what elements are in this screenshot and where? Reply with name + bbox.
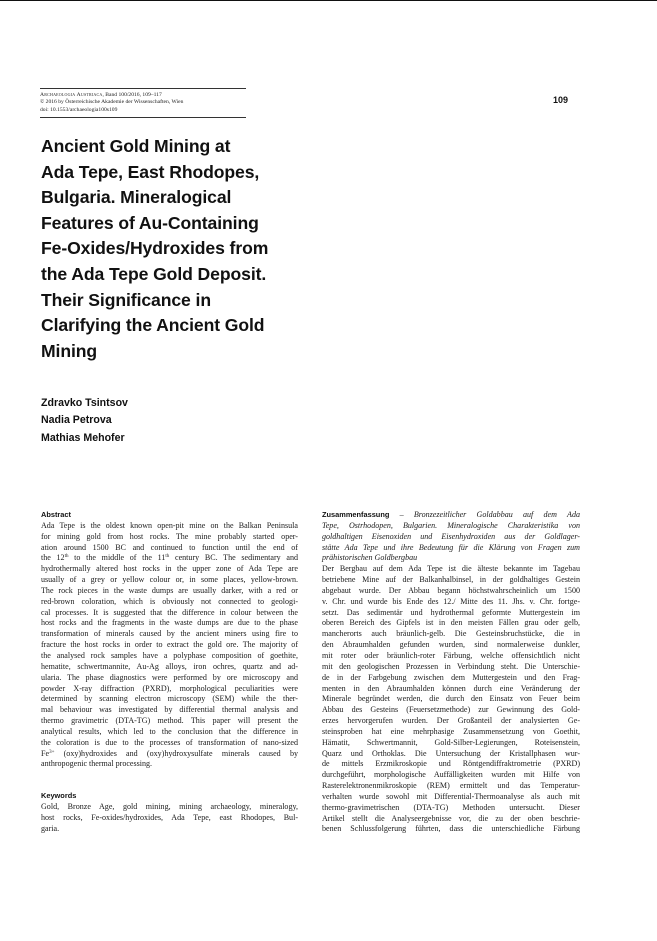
text-line: prähistorischen Goldbergbau — [322, 553, 418, 563]
text-line: de in der Farbgebung zwischen dem Muttergestein und den Frag- — [322, 672, 580, 682]
text-line: Tepe, Ostrhodopen, Bulgarien. Mineralogische Charakteristika von — [322, 520, 580, 530]
text-line: the analysed rock samples have a polyphase composition of goethite, — [41, 650, 298, 660]
zusammenfassung-heading: Zusammenfassung — [322, 510, 390, 519]
title-line: Features of Au-Containing — [41, 212, 259, 233]
text-line: analytical results, which led to the conclusion that the difference in — [41, 726, 298, 736]
text-line — [41, 749, 298, 760]
text-line: the coloration is due to the processes of transformation of nano-sized — [41, 737, 298, 747]
text-line: fracture the host rocks in order to extract the gold ore. The majority of — [41, 640, 298, 650]
text-line: hydrothermally altered host rocks in the upper zone of Ada Tepe are — [41, 564, 298, 574]
dash: – — [389, 510, 414, 519]
text-line: determined by scanning electron microscopy (SEM) while the ther- — [41, 694, 298, 704]
text-line: ation around 1500 BC and continued to function until the end of — [41, 542, 298, 552]
title-line: Ancient Gold Mining at — [41, 136, 231, 156]
text-fragment: century BC. The sedimentary and — [169, 553, 299, 563]
text-line: setzt. Das sedimentär und hydrothermal geformte Muttergestein im — [322, 607, 580, 617]
text-line: Rasterelektronenmikroskopie (REM) ermittelt und das Temperatur- — [322, 781, 580, 791]
superscript: th — [64, 554, 69, 560]
text-line: Minerale begründet werden, die durch den Einsatz von Feuer beim — [322, 694, 580, 704]
text-line: The rock pieces in the waste dumps are usually darker, with a red or — [41, 585, 298, 595]
text-line: usually of a grey or yellow colour or, in some places, yellow-brown. — [41, 575, 298, 585]
text-line: Hämatit, Schwertmannit, Gold-Silber-Legierungen, Roteisenstein, — [322, 737, 580, 747]
title-line: Mining — [41, 340, 98, 361]
author-name: Mathias Mehofer — [41, 431, 125, 444]
keywords-body — [41, 802, 298, 835]
title-line: Bulgaria. Mineralogical — [41, 187, 232, 208]
text-line: Abbau des Gesteins (Feuersetzmethode) zur Gewinnung des Gold- — [322, 705, 580, 715]
text-line: anthropogenic thermal processing. — [41, 759, 153, 769]
journal-header — [40, 88, 246, 118]
text-line: garia. — [41, 823, 60, 833]
title-line: Clarifying the Ancient Gold — [41, 315, 265, 336]
text-line: mit den geologischen Prozessen in Verbindung steht. Die Unterschie- — [322, 661, 580, 671]
text-line: thermo-gravimetrischen (DTA-TG) Methoden untersucht. Dieser — [322, 802, 580, 812]
text-line: oberen Bereich des Gipfels ist in den meisten Fällen grau oder gelb, — [322, 618, 580, 628]
text-fragment: Bronzezeitlicher Goldabbau auf dem Ada — [413, 510, 580, 519]
zusammenfassung-subtitle — [322, 510, 580, 564]
text-line: transformation of minerals caused by the ancient miners using fire to — [41, 629, 298, 639]
text-line: host rocks, Fe-oxides/hydroxides, Ada Tepe, east Rhodopes, Bul- — [41, 812, 298, 822]
text-line: Der Bergbau auf dem Ada Tepe ist die älteste bekannte im Tagebau — [322, 564, 580, 574]
text-line: den Abraumhalden gefunden wurden, sind normalerweise dunkler, — [322, 640, 580, 650]
text-line: cal processes. It is suggested that the difference in colour between the — [41, 607, 298, 617]
author-name: Nadia Petrova — [41, 414, 112, 427]
text-fragment: (oxy)hydroxides and (oxy)hydroxysulfate minerals caused by — [54, 748, 298, 758]
doi-link[interactable]: doi: 10.1553/archaeologia100s109 — [40, 106, 118, 113]
text-fragment: Fe — [41, 748, 50, 758]
text-line: goldhaltigen Eisenoxiden und Eisenhydroxiden aus der Goldlager- — [322, 531, 580, 541]
superscript: 3+ — [49, 749, 55, 755]
text-line: ularia. The phase diagnostics were performed by ore microscopy and — [41, 672, 298, 682]
text-line: mancherorts auch bräunlich-gelb. Die Gesteinsbruchstücke, die in — [322, 629, 580, 639]
text-line: de mittels Erzmikroskopie und Röntgendiffraktrometrie (PXRD) — [322, 759, 580, 769]
abstract-column — [41, 510, 298, 835]
journal-volume-pages: , Band 100/2016, 109–117 — [102, 92, 162, 98]
keywords-heading: Keywords — [41, 791, 77, 801]
text-line: benen Schlussfolgerung führten, dass die unterschiedliche Färbung — [322, 824, 580, 834]
text-fragment: to the middle of the 11 — [68, 553, 166, 563]
copyright-line: © 2016 by Österreichische Akademie der Wissenschaften, Wien — [40, 99, 184, 106]
text-line: Ada Tepe is the oldest known open-pit mine on the Balkan Peninsula — [41, 520, 298, 530]
text-fragment: the 12 — [41, 553, 65, 563]
text-line: Artikel stellt die Analyseergebnisse vor, die zu der oben beschrie- — [322, 813, 580, 823]
author-list — [41, 395, 128, 447]
text-line: erzes hervorgerufen wurden. Der Großanteil der analysierten Ge- — [322, 716, 580, 726]
article-title — [41, 134, 311, 364]
text-line: mal behaviour was investigated by differential thermal analysis and — [41, 705, 298, 715]
page-top-border — [0, 0, 657, 1]
text-line: betriebene Mine auf der Balkanhalbinsel, in der goldhaltiges Gestein — [322, 575, 580, 585]
title-line: the Ada Tepe Gold Deposit. — [41, 263, 267, 284]
author-name: Zdravko Tsintsov — [41, 397, 128, 409]
text-line: thermo gravimetric (DTA-TG) method. This paper will present the — [41, 716, 298, 726]
zusammenfassung-body — [322, 564, 580, 835]
section-gap — [41, 770, 298, 791]
text-line: steinsproben hat eine mehrphasige Zusammensetzung von Goethit, — [322, 726, 580, 736]
text-line: stätte Ada Tepe und ihre Bedeutung für die Klärung von Fragen zum — [322, 542, 580, 552]
text-line: v. Chr. und wurde bis Ende des 12./ Mitte des 11. Jhs. v. Chr. fortge- — [322, 596, 580, 606]
title-line: Fe-Oxides/Hydroxides from — [41, 238, 269, 259]
text-line: abgebaut wurde. Der Abbau begann höchstwahrscheinlich um 1500 — [322, 585, 580, 595]
title-line: Their Significance in — [41, 289, 211, 310]
text-line: for mining gold from host rocks. The mine probably started oper- — [41, 531, 298, 541]
superscript: th — [165, 554, 170, 560]
text-line: Gold, Bronze Age, gold mining, mining archaeology, mineralogy, — [41, 802, 298, 812]
text-line — [322, 510, 580, 521]
text-line: durchgeführt, morphologische Auffälligkeiten wurden mit Hilfe von — [322, 770, 580, 780]
zusammenfassung-column — [322, 510, 580, 835]
text-line: menten in den Abraumhalden können durch eine Veränderung der — [322, 683, 580, 693]
title-line: Ada Tepe, East Rhodopes, — [41, 161, 260, 182]
abstract-body — [41, 521, 298, 770]
text-line — [41, 553, 298, 564]
text-line: powder X-ray diffraction (PXRD), morphological peculiarities were — [41, 683, 298, 693]
text-line: red-brown coloration, which is obviously not connected to geologi- — [41, 596, 298, 606]
text-line: mit roter oder bräunlich-roter Färbung, welche offensichtlich nicht — [322, 650, 580, 660]
journal-name: Archaeologia Austriaca — [40, 92, 103, 98]
text-line: verhalten wurde sowohl mit Differential-Thermoanalyse als auch mit — [322, 791, 580, 801]
text-line: Quarz und Orthoklas. Die Untersuchung der Kristallphasen wur- — [322, 748, 580, 758]
text-line: hematite, schwertmannite, Au-Ag alloys, iron ochres, quartz and ad- — [41, 661, 298, 671]
abstract-heading: Abstract — [41, 510, 71, 519]
page-number: 109 — [553, 95, 569, 105]
text-line: host rocks and the fragments in the waste dumps are due to the phase — [41, 618, 298, 628]
